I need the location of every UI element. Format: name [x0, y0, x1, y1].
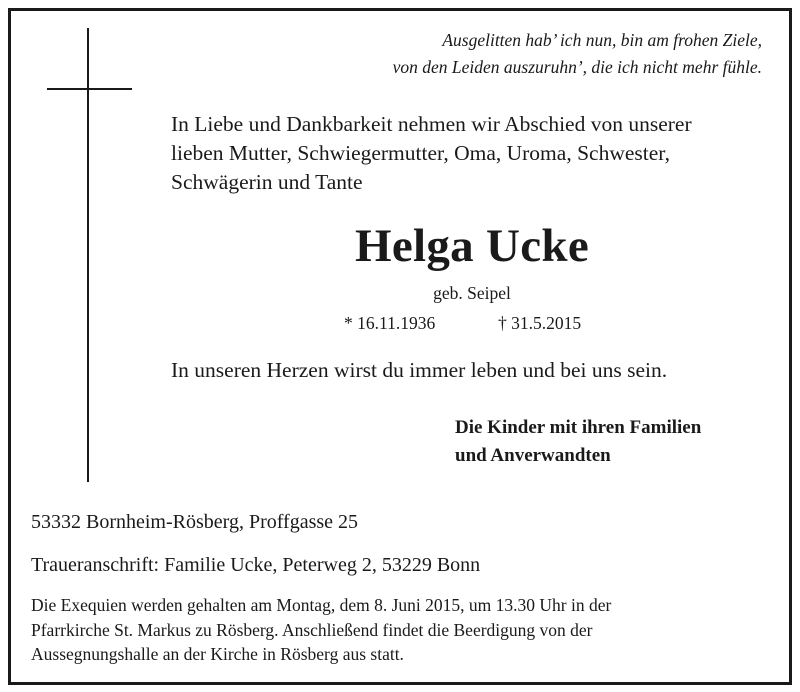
signature-line-1: Die Kinder mit ihren Familien [455, 417, 702, 438]
cross-icon-beam [47, 88, 132, 90]
signature [455, 414, 701, 470]
death-date: † 31.5.2015 [498, 313, 582, 333]
deceased-name: Helga Ucke [354, 220, 590, 272]
funeral-line-1: Die Exequien werden gehalten am Montag, dem 8. Juni 2015, um 13.30 Uhr in der [31, 595, 612, 615]
intro-line-1: In Liebe und Dankbarkeit nehmen wir Abschied von unserer [171, 112, 692, 136]
maiden-name: geb. Seipel [433, 283, 511, 303]
birth-date: * 16.11.1936 [344, 313, 436, 333]
intro-line-2: lieben Mutter, Schwiegermutter, Oma, Uroma, Schwester, [171, 141, 670, 165]
intro-line-3: Schwägerin und Tante [171, 170, 363, 194]
mourning-address: Traueranschrift: Familie Ucke, Peterweg 2, 53229 Bonn [31, 554, 481, 576]
funeral-details [31, 593, 611, 667]
funeral-line-3: Aussegnungshalle an der Kirche in Rösberg aus statt. [31, 644, 404, 664]
opening-quote [393, 27, 762, 81]
signature-line-2: und Anverwandten [455, 445, 611, 466]
quote-line-1: Ausgelitten hab’ ich nun, bin am frohen Ziele, [442, 30, 762, 50]
funeral-line-2: Pfarrkirche St. Markus zu Rösberg. Anschließend findet die Beerdigung von der [31, 619, 593, 640]
remembrance-line: In unseren Herzen wirst du immer leben und bei uns sein. [171, 358, 668, 382]
home-address: 53332 Bornheim-Rösberg, Proffgasse 25 [31, 511, 359, 533]
quote-line-2: von den Leiden auszuruhn’, die ich nicht mehr fühle. [392, 57, 762, 77]
intro-text [171, 110, 692, 197]
